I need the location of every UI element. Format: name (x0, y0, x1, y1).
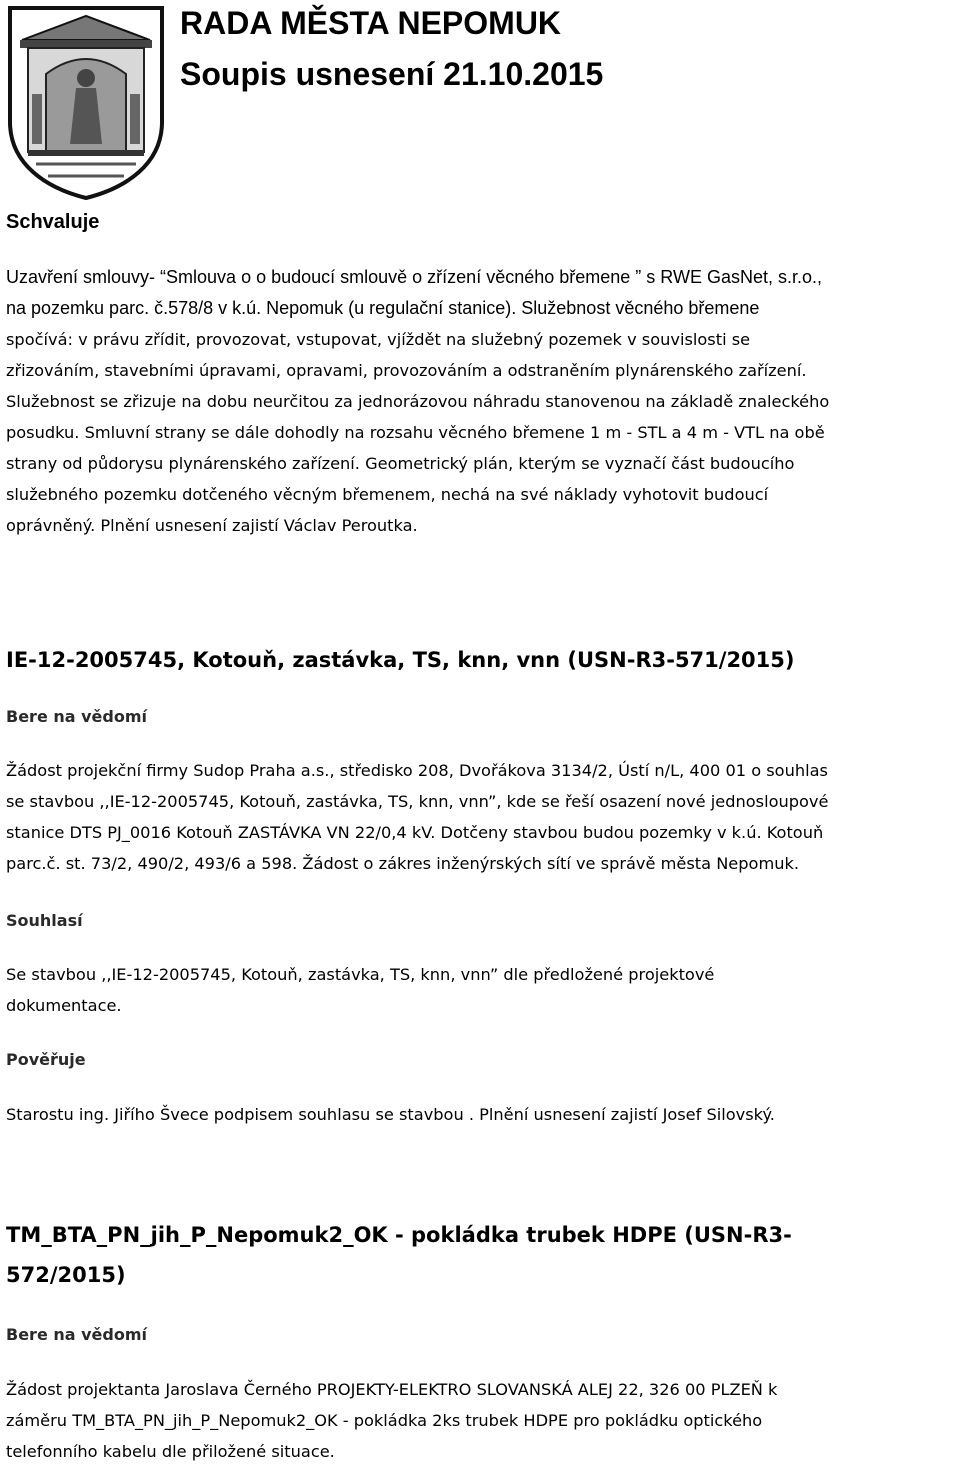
paragraph-line: strany od půdorysu plynárenského zařízení. Geometrický plán, kterým se vyznačí část budoucího (6, 454, 795, 473)
heading-line: TM_BTA_PN_jih_P_Nepomuk2_OK - pokládka trubek HDPE (USN-R3- (6, 1223, 792, 1247)
section1-paragraph (6, 262, 956, 541)
paragraph-line: záměru TM_BTA_PN_jih_P_Nepomuk2_OK - pokládka 2ks trubek HDPE pro pokládku optického (6, 1411, 763, 1430)
document-title: Soupis usnesení 21.10.2015 (180, 56, 604, 92)
paragraph-line: služebného pozemku dotčeného věcným břemenem, nechá na své náklady vyhotovit budoucí (6, 485, 769, 504)
coat-of-arms-icon (6, 4, 166, 200)
paragraph-line: Služebnost se zřizuje na dobu neurčitou za jednorázovou náhradu stanovenou na základě znaleckého (6, 392, 830, 411)
section2-consent-paragraph (6, 959, 956, 1021)
council-title: RADA MĚSTA NEPOMUK (180, 5, 562, 41)
paragraph-line: zřizováním, stavebními úpravami, opravami, provozováním a odstraněním plynárenského zařízení. (6, 361, 807, 380)
paragraph-line: posudku. Smluvní strany se dále dohodly na rozsahu věcného břemene 1 m - STL a 4 m - VTL na obě (6, 423, 825, 442)
heading-line: 572/2015) (6, 1263, 126, 1287)
section2-label-authorize: Pověřuje (6, 1050, 86, 1069)
paragraph-line: Starostu ing. Jiřího Švece podpisem souhlasu se stavbou . Plnění usnesení zajistí Josef Silovský. (6, 1105, 775, 1124)
paragraph-line: stanice DTS PJ_0016 Kotouň ZASTÁVKA VN 22/0,4 kV. Dotčeny stavbou budou pozemky v k.ú. Kotouň (6, 823, 824, 842)
section1-label: Schvaluje (6, 211, 100, 233)
paragraph-line: oprávněný. Plnění usnesení zajistí Václav Peroutka. (6, 516, 418, 535)
paragraph-line: Žádost projekční firmy Sudop Praha a.s., středisko 208, Dvořákova 3134/2, Ústí n/L, 400 01 o souhlas (6, 761, 828, 780)
paragraph-line: spočívá: v právu zřídit, provozovat, vstupovat, vjíždět na služebný pozemek v souvislosti se (6, 330, 751, 349)
paragraph-line: na pozemku parc. č.578/8 v k.ú. Nepomuk (u regulační stanice). Služebnost věcného břemene (6, 298, 760, 318)
paragraph-line: se stavbou ,,IE-12-2005745, Kotouň, zastávka, TS, knn, vnn”, kde se řeší osazení nové jednosloupové (6, 792, 829, 811)
section2-label-acknowledge: Bere na vědomí (6, 707, 147, 726)
section2-heading: IE-12-2005745, Kotouň, zastávka, TS, knn, vnn (USN-R3-571/2015) (6, 648, 795, 672)
section3-label-acknowledge: Bere na vědomí (6, 1325, 147, 1344)
section3-paragraph (6, 1374, 956, 1467)
section3-heading (6, 1215, 792, 1295)
paragraph-line: dokumentace. (6, 996, 122, 1015)
section2-authorize-paragraph (6, 1099, 956, 1130)
section2-paragraph (6, 755, 956, 879)
paragraph-line: Se stavbou ,,IE-12-2005745, Kotouň, zastávka, TS, knn, vnn” dle předložené projektové (6, 965, 715, 984)
paragraph-line: parc.č. st. 73/2, 490/2, 493/6 a 598. Žádost o zákres inženýrských sítí ve správě města Nepomuk. (6, 854, 799, 873)
paragraph-line: Uzavření smlouvy- “Smlouva o o budoucí smlouvě o zřízení věcného břemene ” s RWE GasNet, s.r.o., (6, 267, 823, 287)
paragraph-line: Žádost projektanta Jaroslava Černého PROJEKTY-ELEKTRO SLOVANSKÁ ALEJ 22, 326 00 PLZEŇ k (6, 1380, 778, 1399)
section2-label-agree: Souhlasí (6, 911, 83, 930)
paragraph-line: telefonního kabelu dle přiložené situace. (6, 1442, 335, 1461)
